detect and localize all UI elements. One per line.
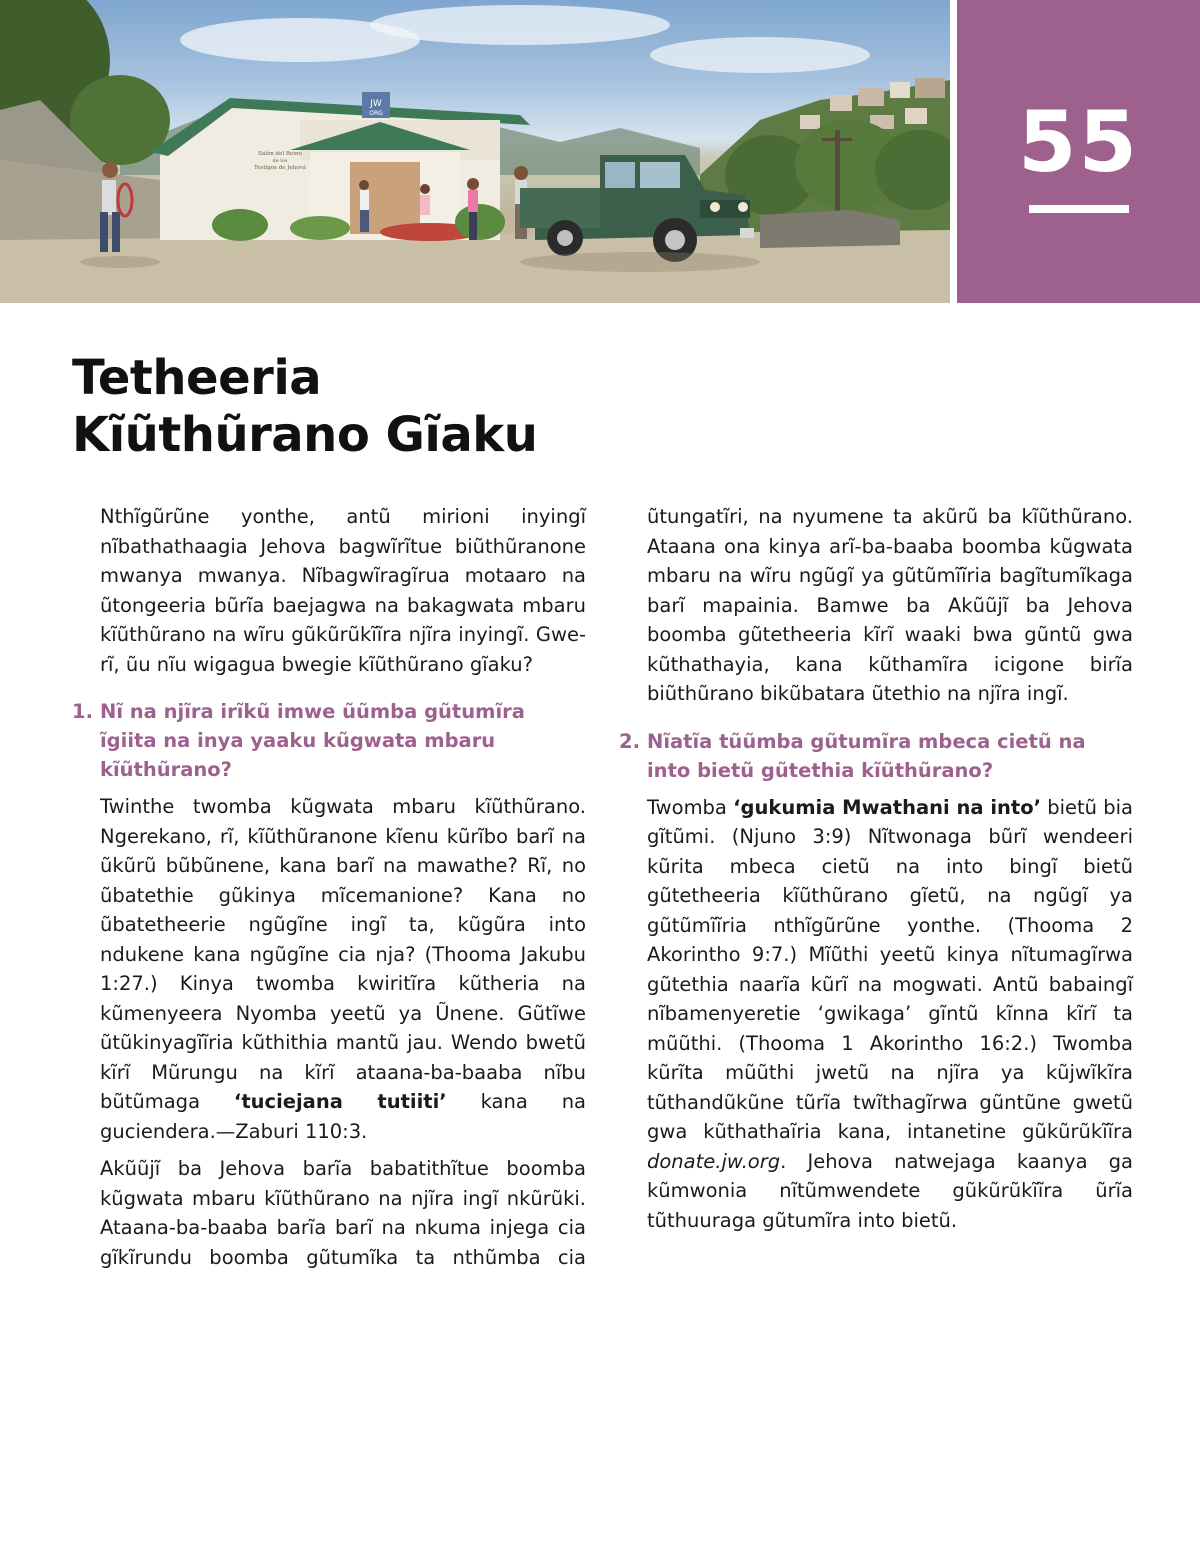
- kingdom-hall-illustration: [0, 0, 950, 303]
- section-1-p1-end: kana na guciendera.—Zaburi 110:3.: [100, 1090, 586, 1143]
- question-1: [72, 697, 586, 784]
- question-1-text: Nĩ na njĩra irĩkũ imwe ũũmba gũtumĩra ĩgiita na inya yaaku kũgwata mbaru kĩũthũrano?: [100, 700, 525, 781]
- section-1-p1-bold: ‘tuciejana tutiiti’: [233, 1090, 447, 1113]
- hall-sign-line-1: Salón del Reino: [258, 151, 302, 157]
- title-line-2: Kĩũthũrano Gĩaku: [72, 407, 538, 463]
- section-2-p1-text: Twomba: [647, 795, 734, 819]
- page-title: [72, 350, 772, 464]
- section-2-p1-bold: ‘gukumia Mwathani na into’: [733, 795, 1042, 819]
- right-column: [619, 502, 1133, 1243]
- section-2-p1-end: . Jehova natwejaga kaanya ga kũmwonia nĩtũmwendete gũkũrũkĩĩra ũrĩa tũthuuraga gũtumĩra into bietũ.: [647, 1149, 1133, 1232]
- question-2-text: Nĩatĩa tũũmba gũtumĩra mbeca cietũ na into bietũ gũtethia kĩũthũrano?: [647, 729, 1086, 782]
- section-1-paragraph-1: [72, 792, 586, 1146]
- org-sign-text: ORG: [369, 110, 383, 117]
- jw-sign-text: JW: [370, 99, 382, 109]
- header-photo: [0, 0, 950, 303]
- question-1-number: 1.: [72, 700, 93, 723]
- section-2-paragraph-1: [619, 793, 1133, 1236]
- section-1-paragraph-2-continued: ũtungatĩri, na nyumene ta akũrũ ba kĩũthũrano. Ataana ona kinya arĩ-ba-baaba boomba kũgwata mbaru na wĩru ngũgĩ ya gũtũmĩĩria bagĩtumĩkaga barĩ mapainia. Bamwe ba Akũũjĩ ba Jehova boomba gũtetheeria kĩrĩ waaki bwa gũntũ gwa kũthathayia, kana kũthamĩra icigone birĩa biũthũrano bikũbatara ũtethio na njĩra ingĩ.: [647, 505, 1133, 705]
- lesson-number-badge: [957, 0, 1200, 303]
- lesson-number-underline: [1029, 205, 1129, 213]
- section-1-paragraph-2: Akũũjĩ ba Jehova barĩa babatithĩtue boomba kũgwata mbaru kĩũthũrano na njĩra ingĩ nkũrũki. Ataana-ba-baaba barĩa barĩ na nkuma injega cia gĩkĩrundu boomba gũtumĩka ta nthũmba cia: [100, 1157, 586, 1269]
- title-line-1: Tetheeria: [72, 350, 322, 406]
- question-2-number: 2.: [619, 729, 640, 753]
- question-2: [619, 727, 1133, 785]
- intro-paragraph: Nthĩgũrũne yonthe, antũ mirioni inyingĩ nĩbathathaagia Jehova bagwĩrĩtue biũthũranone mwanya mwanya. Nĩbagwĩragĩrua motaaro na ũtongeeria bũrĩa baejagwa na bakagwata mbaru kĩũthũrano na wĩru gũkũrũkĩĩra njĩra inyingĩ. Gwe-rĩ, ũu nĩu wigagua bwegie kĩũthũrano gĩaku?: [100, 505, 586, 676]
- hall-sign-line-3: Testigos de Jehová: [254, 165, 306, 171]
- donate-link[interactable]: donate.jw.org: [647, 1149, 781, 1173]
- lesson-number: 55: [1018, 93, 1139, 191]
- hall-sign-line-2: de los: [272, 158, 288, 164]
- section-1-p1-text: Twinthe twomba kũgwata mbaru kĩũthũrano. Ngerekano, rĩ, kĩũthũranone kĩenu kũrĩbo barĩ na ũkũrũ bũbũnene, kana barĩ na mawathe? Rĩ, no ũbatethie gũkinya mĩcemanione? Kana no ũbatetheerie ngũgĩne ingĩ ta, kũgũra into ndukene kana ngũgĩne cia nja? (Thooma Jakubu 1:27.) Kinya twomba kwiritĩra kũtheria na kũmenyeera Nyomba yeetũ ya Ũnene. Gũtĩwe ũtũkinyagĩĩria kũthithia mantũ jau. Wendo bwetũ kĩrĩ Mũrungu na kĩrĩ ataana-ba-baaba nĩbu bũtũmaga: [100, 795, 586, 1113]
- section-2-p1-mid: bietũ bia gĩtũmi. (Njuno 3:9) Nĩtwonaga bũrĩ wendeeri kũrita mbeca cietũ na into bingĩ bietũ gũtetheeria kĩũthũrano gĩetũ, na ngũgĩ ya gũtũmĩĩria nthĩgũrũne yonthe. (Thooma 2 Akorintho 9:7.) Mĩũthi yeetũ kinya nĩtumagĩrwa gũtethia naarĩa kũrĩ na mogwati. Antũ babaingĩ nĩbamenyeretie ‘gwikaga’ gĩntũ kĩnna kĩrĩ ta mũũthi. (Thooma 1 Akorintho 16:2.) Twomba kũrĩta mũũthi jwetũ na njĩra ya kũjwĩkĩra tũthandũkũne tũrĩa twĩthagĩrwa gũntũne gwetũ gwa kũthathaĩria kana, intanetine gũkũrũkĩĩra: [647, 795, 1133, 1143]
- left-column: [72, 502, 586, 1280]
